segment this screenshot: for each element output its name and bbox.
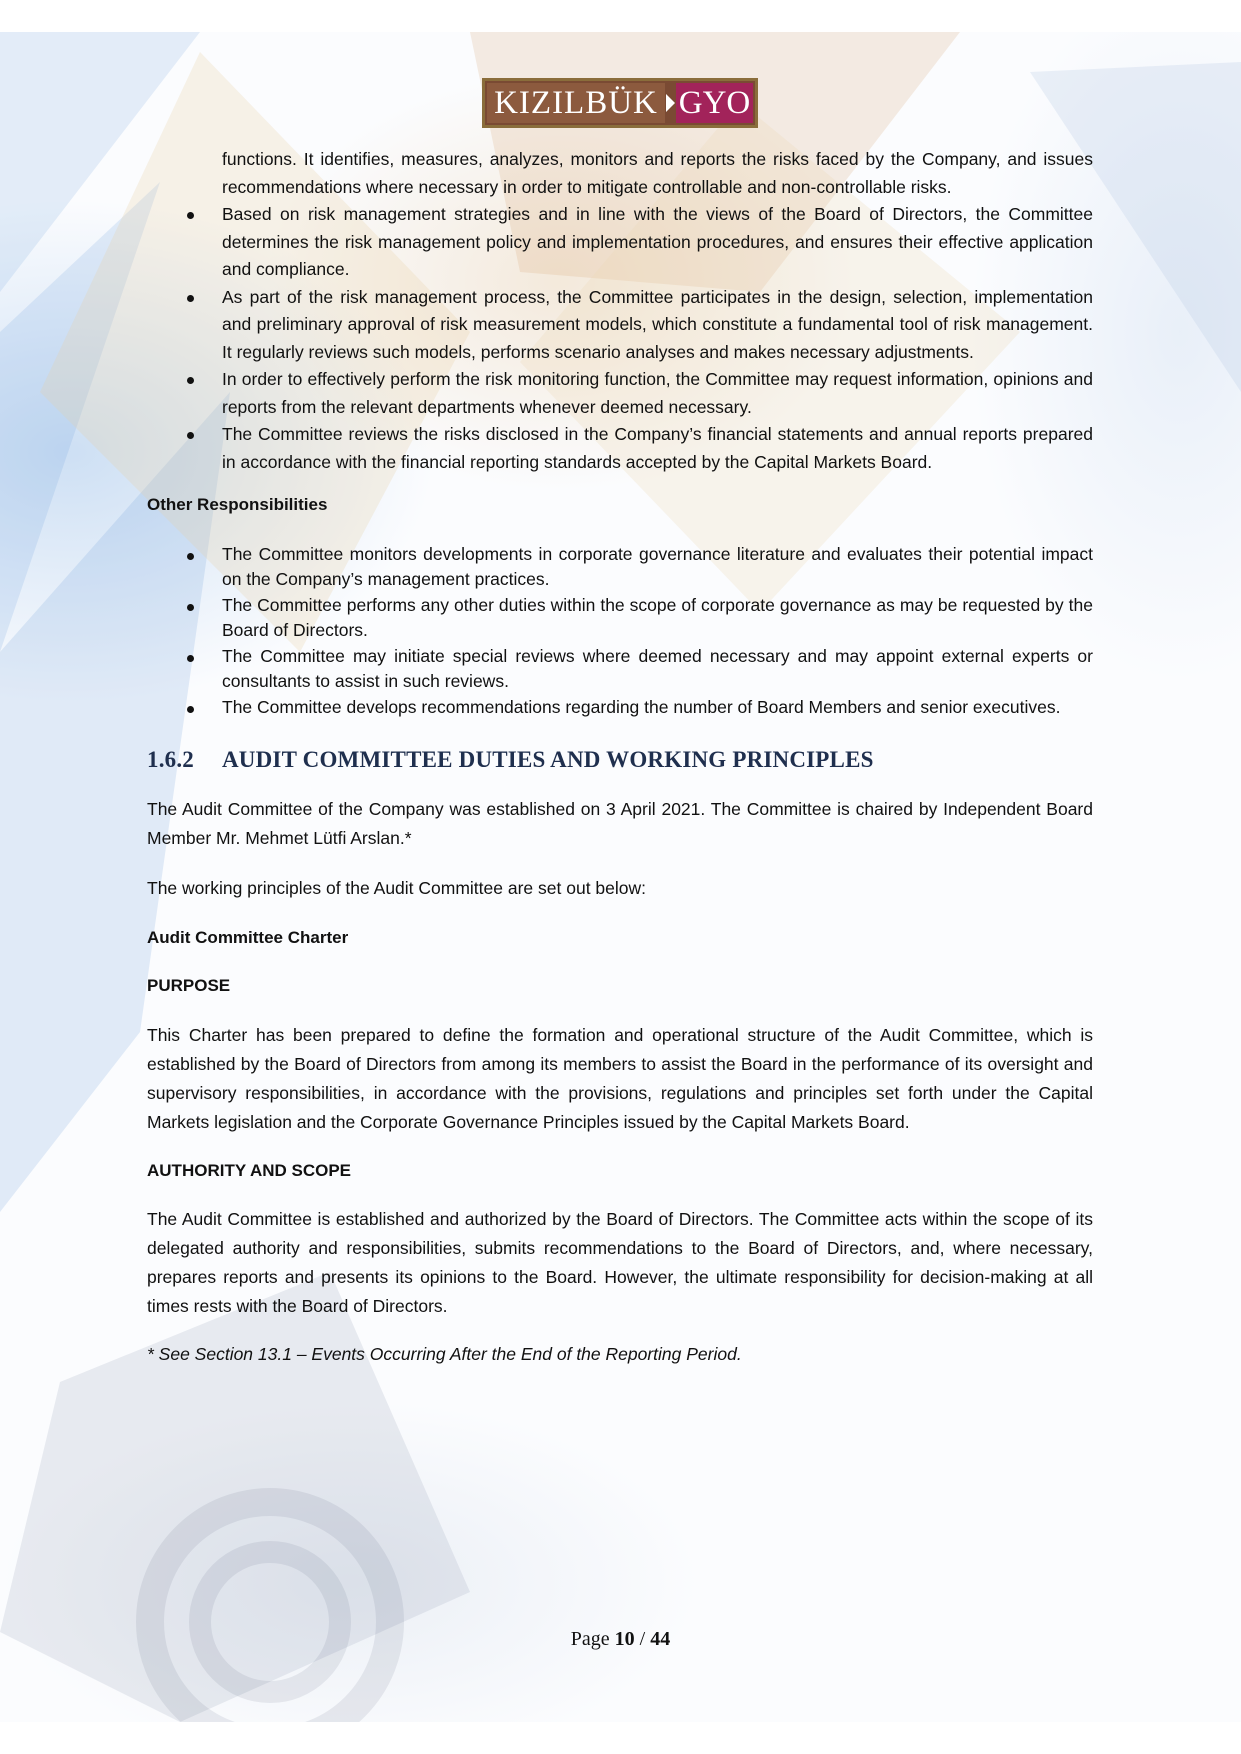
bullet-dot <box>187 377 194 384</box>
list-item: The Committee may initiate special reviews where deemed necessary and may appoint external experts or consultants to assist in such reviews. <box>147 644 1093 695</box>
list-item: Based on risk management strategies and in line with the views of the Board of Directors, the Committee determines the risk management policy and implementation procedures, and ensures their effective application and compliance. <box>147 201 1093 284</box>
authority-paragraph: The Audit Committee is established and authorized by the Board of Directors. The Committee acts within the scope of its delegated authority and responsibilities, submits recommendations to the Board of Directors, and, where necessary, prepares reports and presents its opinions to the Board. However, the ultimate responsibility for decision-making at all times rests with the Board of Directors. <box>147 1209 1093 1316</box>
list-item: As part of the risk management process, the Committee participates in the design, selection, implementation and preliminary approval of risk measurement models, which constitute a fundamental tool of risk management. It regularly reviews such models, performs scenario analyses and makes necessary adjustments. <box>147 284 1093 367</box>
bullet-dot <box>187 212 194 219</box>
purpose-heading: PURPOSE <box>147 976 231 995</box>
company-logo <box>482 78 758 128</box>
purpose-paragraph: This Charter has been prepared to define the formation and operational structure of the Audit Committee, which is established by the Board of Directors from among its members to assist the Board in the performance of its oversight and supervisory responsibilities, in accordance with the provisions, regulations and principles set forth under the Capital Markets legislation and the Corporate Governance Principles issued by the Capital Markets Board. <box>147 1024 1093 1132</box>
authority-heading: AUTHORITY AND SCOPE <box>147 1160 352 1180</box>
current-page: 10 <box>614 1628 635 1650</box>
bullet-dot <box>187 706 194 713</box>
charter-heading: Audit Committee Charter <box>147 927 349 947</box>
footnote: * See Section 13.1 – Events Occurring After the End of the Reporting Period. <box>147 1344 742 1364</box>
page-separator: / <box>639 1628 646 1650</box>
list-item: The Committee develops recommendations regarding the number of Board Members and senior executives. <box>147 695 1093 721</box>
list-item: The Committee monitors developments in corporate governance literature and evaluates their potential impact on the Company’s management practices. <box>147 542 1093 593</box>
bullet-dot <box>187 432 194 439</box>
page-number <box>0 1628 1241 1651</box>
section-heading <box>147 746 1093 774</box>
bullet-dot <box>187 655 194 662</box>
total-pages: 44 <box>650 1628 671 1650</box>
bullet-dot <box>187 604 194 611</box>
logo-text-left: KIZILBÜK <box>487 83 665 123</box>
continuation-paragraph: functions. It identifies, measures, analyzes, monitors and reports the risks faced by the Company, and issues recommendations where necessary in order to mitigate controllable and non-controllable risks. <box>222 149 1093 197</box>
bullet-dot <box>187 553 194 560</box>
page-label: Page <box>570 1628 610 1650</box>
other-responsibilities-list <box>147 542 1093 721</box>
risk-management-list <box>147 201 1093 476</box>
bullet-dot <box>187 295 194 302</box>
list-item: The Committee reviews the risks disclosed in the Company’s financial statements and annual reports prepared in accordance with the financial reporting standards accepted by the Capital Markets Board. <box>147 421 1093 476</box>
list-item: The Committee performs any other duties within the scope of corporate governance as may be requested by the Board of Directors. <box>147 593 1093 644</box>
logo-text-right: GYO <box>676 83 753 123</box>
list-item: In order to effectively perform the risk monitoring function, the Committee may request information, opinions and reports from the relevant departments whenever deemed necessary. <box>147 366 1093 421</box>
logo-separator-triangle <box>666 94 675 112</box>
page-content <box>147 146 1093 1369</box>
intro-paragraph: The Audit Committee of the Company was established on 3 April 2021. The Committee is chaired by Independent Board Member Mr. Mehmet Lütfi Arslan.* <box>147 798 1093 848</box>
other-responsibilities-heading: Other Responsibilities <box>147 495 328 514</box>
section-title: AUDIT COMMITTEE DUTIES AND WORKING PRINCIPLES <box>222 747 874 772</box>
section-number: 1.6.2 <box>147 747 194 772</box>
working-principles-paragraph: The working principles of the Audit Committee are set out below: <box>147 877 646 898</box>
